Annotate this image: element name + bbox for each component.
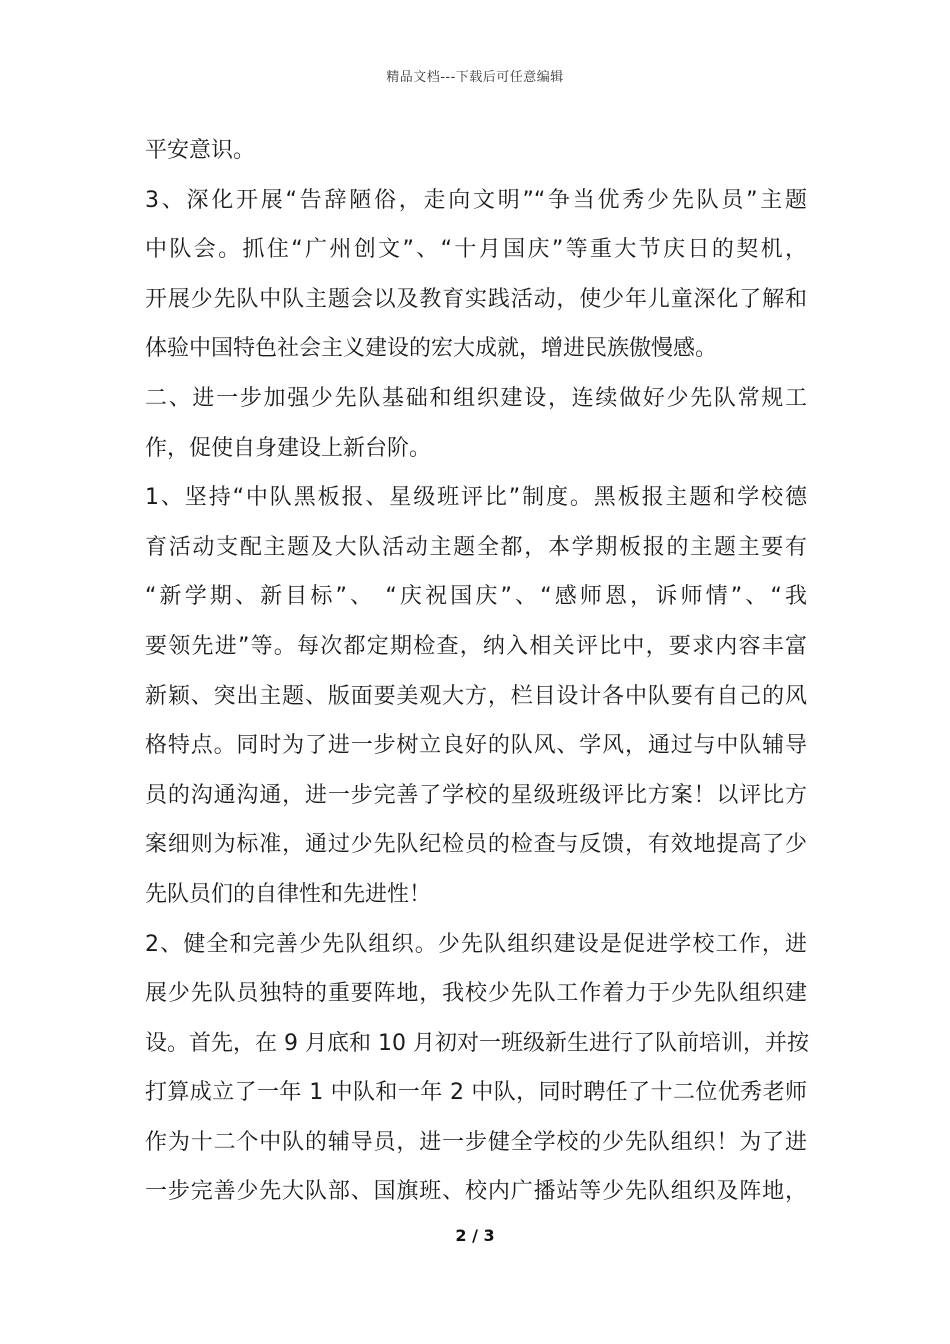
page-header: 精品文档---下载后可任意编辑 [386,70,564,85]
text-line: 育活动支配主题及大队活动主题全都，本学期板报的主题主要有 [145,534,807,560]
text-line: 作为十二个中队的辅导员，进一步健全学校的少先队组织！为了进 [145,1129,807,1155]
text-line: 二、进一步加强少先队基础和组织建设，连续做好少先队常规工 [145,385,807,411]
page-number: 2 / 3 [455,1226,495,1245]
text-line: 格特点。同时为了进一步树立良好的队风、学风，通过与中队辅导 [145,733,807,759]
text-line: “新学期、新目标”、 “庆祝国庆”、“感师恩，诉师情”、“我 [145,584,807,610]
text-line: 展少先队员独特的重要阵地，我校少先队工作着力于少先队组织建 [145,981,807,1007]
text-line: 一步完善少先大队部、国旗班、校内广播站等少先队组织及阵地， [145,1179,807,1205]
text-line: 3、深化开展“告辞陋俗，走向文明”“争当优秀少先队员”主题 [145,187,807,213]
text-line: 设。首先，在 9 月底和 10 月初对一班级新生进行了队前培训，并按 [145,1030,809,1056]
text-line: 作，促使自身建设上新台阶。 [145,435,432,461]
text-line: 案细则为标准，通过少先队纪检员的检查与反馈，有效地提高了少 [145,832,807,858]
text-line: 平安意识。 [145,138,256,163]
text-line: 打算成立了一年 1 中队和一年 2 中队，同时聘任了十二位优秀老师 [145,1080,807,1106]
text-line: 体验中国特色社会主义建设的宏大成就，增进民族傲慢感。 [145,336,718,362]
text-line: 中队会。抓住“广州创文”、“十月国庆”等重大节庆日的契机， [145,237,807,263]
text-line: 要领先进”等。每次都定期检查，纳入相关评比中，要求内容丰富 [145,633,807,659]
text-line: 1、坚持“中队黑板报、星级班评比”制度。黑板报主题和学校德 [145,485,807,511]
text-line: 新颖、突出主题、版面要美观大方，栏目设计各中队要有自己的风 [145,683,807,709]
text-line: 开展少先队中队主题会以及教育实践活动，使少年儿童深化了解和 [145,286,807,312]
text-line: 2、健全和完善少先队组织。少先队组织建设是促进学校工作，进 [145,931,807,957]
document-body [145,126,807,1217]
text-line: 员的沟通沟通，进一步完善了学校的星级班级评比方案！以评比方 [145,782,807,808]
text-line: 先队员们的自律性和先进性！ [145,881,432,907]
